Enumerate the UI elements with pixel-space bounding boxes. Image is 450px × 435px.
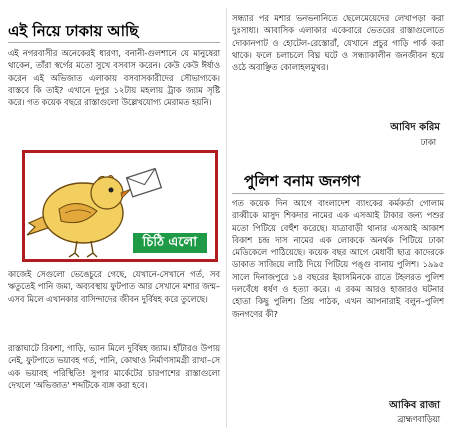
letters-badge: চিঠি এলো (133, 233, 208, 253)
article2-place: ব্রাহ্মণবাড়িয়া (397, 414, 440, 424)
heading-divider (8, 42, 220, 43)
article1-heading: এই নিয়ে ঢাকায় আছি (8, 22, 139, 40)
article2-divider (232, 193, 444, 194)
article1-place: ঢাকা (420, 137, 436, 147)
article1-para2: কাজেই সেগুলো ভেঙেচুরে গেছে, যেখানে-সেখানে গর্ত, সব ঋতুতেই পানি জমা, অব্যবস্থায় ফুটপাত আর সেখানে মশার জন্ম–এসব মিলে এখানকার বাসিন্দাদের জীবন দুর্বিষহ করে তুলেছে। (8, 269, 220, 304)
column-separator (226, 8, 227, 428)
article1-continuation: সন্ধ্যার পর মশার ভনভনানিতে ছেলেমেয়েদের লেখাপড়া করা দুঃসাধ্য। আবাসিক এলাকার একেবারে ভেতরের রাস্তাগুলোতে দোকানপাট ও হোটেল-রেস্তোরাঁ, যেখানে প্রচুর গাড়ি পার্ক করা থাকে। ফলে চলাচলে বিঘ্ন ঘটে ও সন্ধ্যাকালীন জনজীবন হয়ে ওঠে অবাঞ্ছিত কোলাহলমুখর। (232, 13, 444, 73)
article2-heading: পুলিশ বনাম জনগণ (244, 172, 361, 190)
article2-body: গত কয়েক দিন আগে বাংলাদেশ ব্যাংকের কর্মকর্তা গোলাম রাব্বীকে মাসুদ শিকদার নামের এক এসআই টাকার জন্য পশুর মতো পিটিয়ে বেহুঁশ করেছে। যাত্রাবাড়ী থানার এসআই আকাশ বিকাশ চন্দ্র দাস নামের এক লোককে অনর্থক পিটিয়ে ঢাকা মেডিকেলে পাঠিয়েছে। কয়েক বছর আগে মেধাবী ছাত্র কাদেরকে ডাকাত সাজিয়ে লাঠি দিয়ে পিটিয়ে পঙ্গু বানায় পুলিশ। ১৯৯৫ সালে দিনাজপুরে ১৪ বছরের ইয়াসমিনকে রাতে টহলরত পুলিশ দলবেঁধে ধর্ষণ ও হত্যা করে। এ রকম আরও হাজারও ঘটনার হোতা কিছু পুলিশ। প্রিয় পাঠক, এখন আপনারাই বলুন–পুলিশ জনগণের কী? (232, 198, 444, 319)
letters-illustration (22, 150, 218, 262)
article2-author: আকিব রাজা (389, 400, 440, 411)
article1-para3: রাস্তাঘাটে রিকশা, গাড়ি, ভ্যান মিলে দুর্বিষহ জ্যাম। হাঁটারও উপায় নেই, ফুটপাতে ভয়াবহ গর্ত, পানি, কোথাও নির্মাণসামগ্রী রাখা–সে এক ভয়াবহ পরিস্থিতি! সুপার মার্কেটের চারপাশের রাস্তাগুলো দেখলে 'অভিজাত' শব্দটিকে ব্যঙ্গ করা হবে। (8, 343, 220, 390)
article1-author: আবিদ করিম (390, 122, 440, 133)
article1-para1: এই নগরবাসীর অনেকেরই ধারণা, বনানী-গুলশানে যে মানুষেরা থাকেন, তাঁরা স্বর্গের মতো সুখে বসবাস করেন। কেউ কেউ ঈর্ষাও করেন এই অভিজাত এলাকায় বসবাসকারীদের সৌভাগ্যকে। বাস্তবে কি তাই? এখানে দুপুর ১২টায় মহলায় ট্রাক জ্যাম সৃষ্টি করে। গত কয়েক বছরে রাস্তাগুলো উল্লেখযোগ্য মেরামত হয়নি। (8, 48, 220, 108)
